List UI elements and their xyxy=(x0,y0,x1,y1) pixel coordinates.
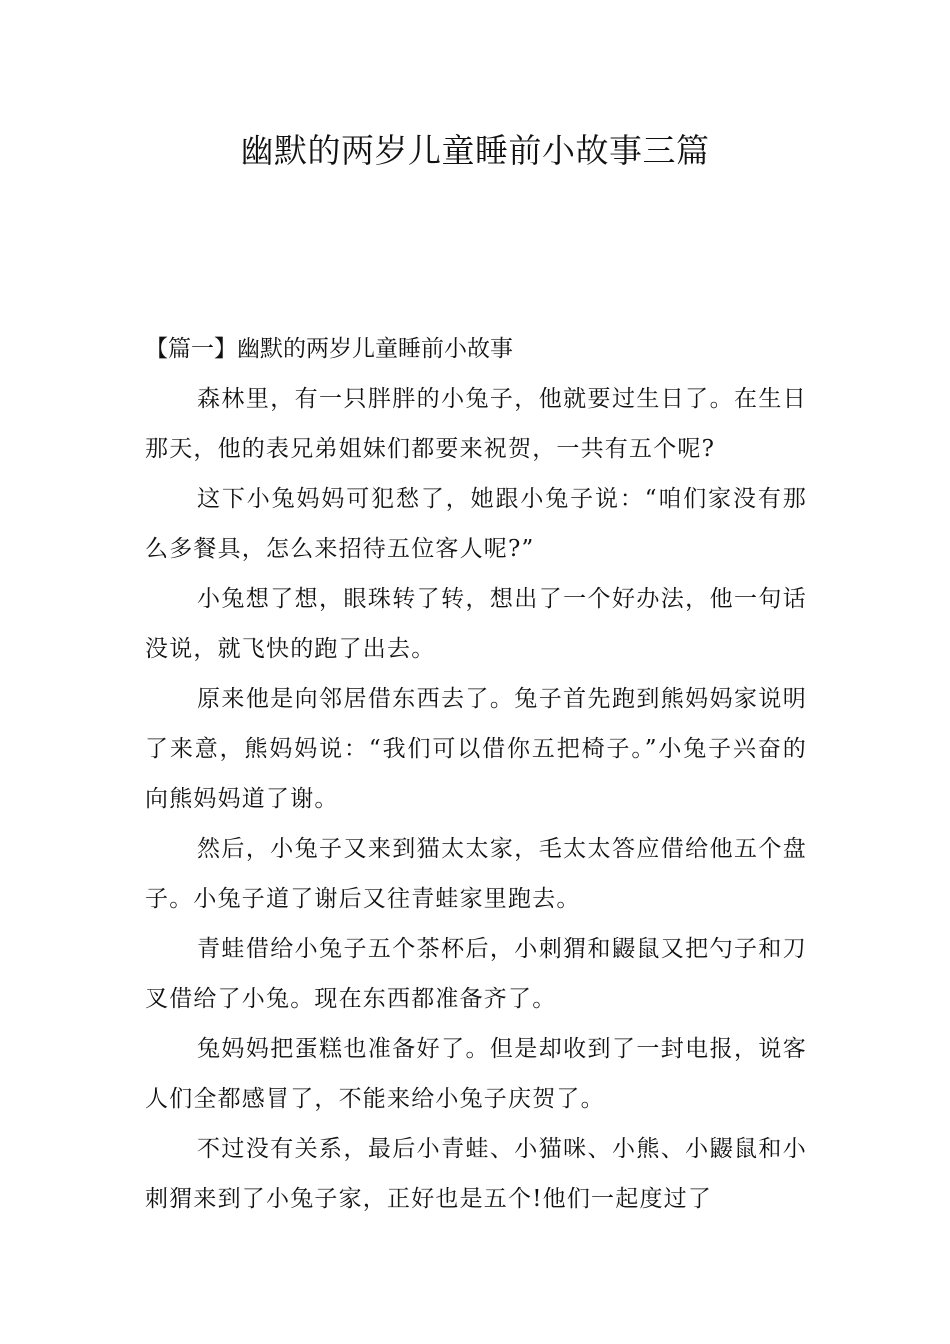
paragraph: 森林里，有一只胖胖的小兔子，他就要过生日了。在生日那天，他的表兄弟姐妹们都要来祝贺，一共有五个呢? xyxy=(145,386,807,462)
paragraph: 然后，小兔子又来到猫太太家，毛太太答应借给他五个盘子。小兔子道了谢后又往青蛙家里跑去。 xyxy=(145,836,807,912)
document-body xyxy=(145,324,807,1224)
paragraph: 青蛙借给小兔子五个茶杯后，小刺猬和鼹鼠又把勺子和刀叉借给了小兔。现在东西都准备齐了。 xyxy=(145,936,807,1012)
paragraph: 兔妈妈把蛋糕也准备好了。但是却收到了一封电报，说客人们全都感冒了，不能来给小兔子庆贺了。 xyxy=(145,1036,807,1112)
paragraph: 原来他是向邻居借东西去了。兔子首先跑到熊妈妈家说明了来意，熊妈妈说：“我们可以借你五把椅子。”小兔子兴奋的向熊妈妈道了谢。 xyxy=(145,686,807,812)
paragraph: 不过没有关系，最后小青蛙、小猫咪、小熊、小鼹鼠和小刺猬来到了小兔子家，正好也是五个!他们一起度过了 xyxy=(145,1136,807,1212)
paragraph: 这下小兔妈妈可犯愁了，她跟小兔子说：“咱们家没有那么多餐具，怎么来招待五位客人呢?” xyxy=(145,486,807,562)
paragraph: 小兔想了想，眼珠转了转，想出了一个好办法，他一句话没说，就飞快的跑了出去。 xyxy=(145,586,807,662)
document-title: 幽默的两岁儿童睡前小故事三篇 xyxy=(240,131,710,170)
section-heading: 【篇一】幽默的两岁儿童睡前小故事 xyxy=(145,336,513,362)
